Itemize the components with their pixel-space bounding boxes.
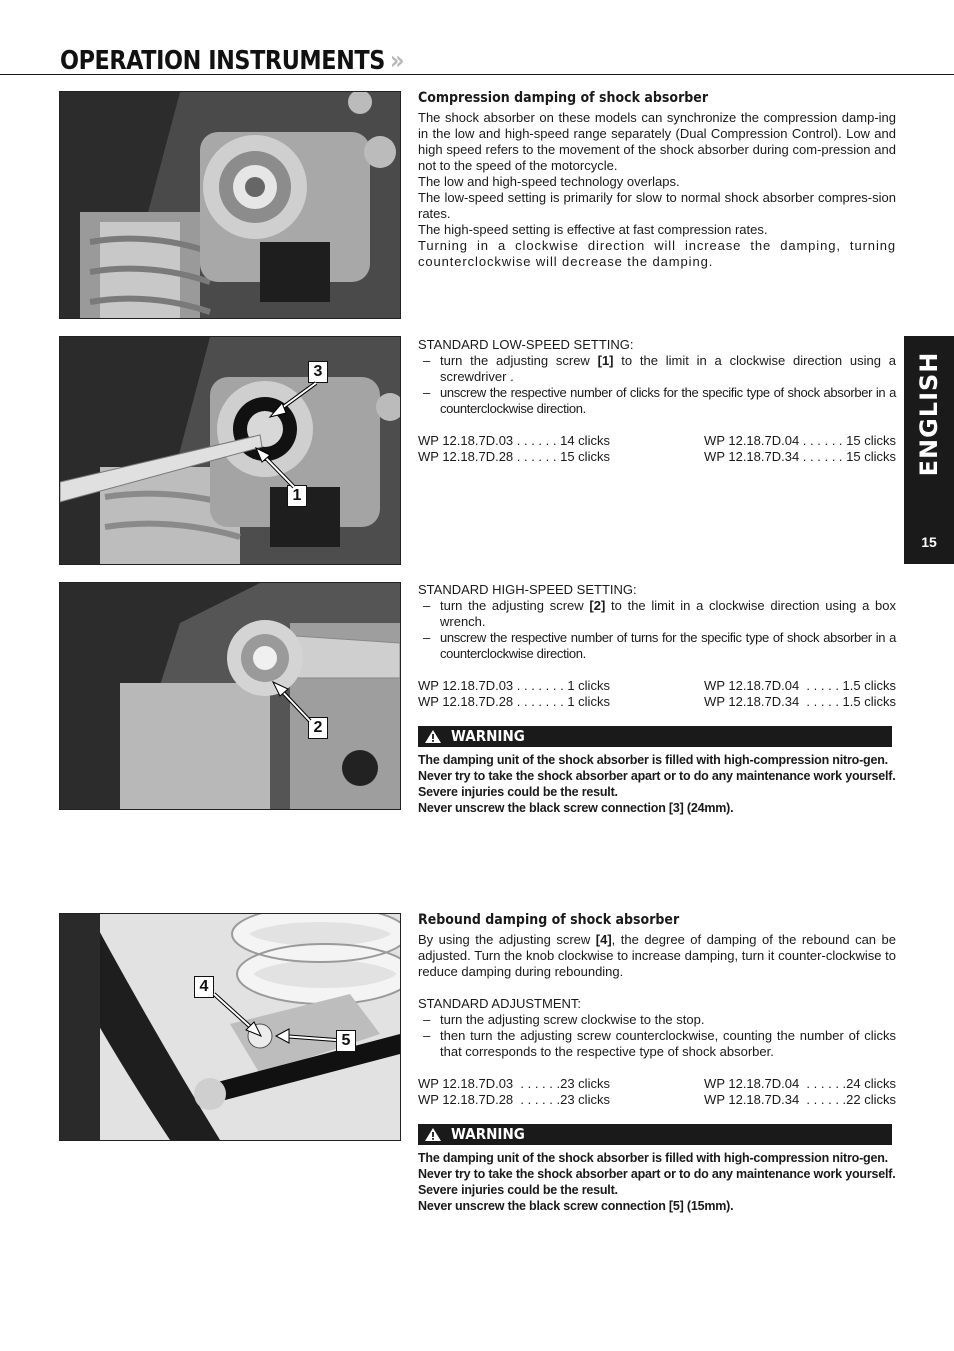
section-rebound-damping [418, 912, 896, 1214]
photo-compression-adjuster [59, 91, 401, 319]
spec-row: WP 12.18.7D.03 . . . . . .23 clicks WP 12.18.7D.04 . . . . . .24 clicks [418, 1076, 896, 1091]
spec-row: WP 12.18.7D.03 . . . . . . 14 clicks WP 12.18.7D.04 . . . . . . 15 clicks [418, 433, 896, 448]
page-header [0, 40, 954, 76]
paragraph: The high-speed setting is effective at fast compression rates. [418, 222, 768, 237]
warning-text: The damping unit of the shock absorber is filled with high-compression nitro-gen. Never try to take the shock absorber apart or to do any maintenance work yourself. Severe injuries could be the result. [418, 1151, 896, 1197]
warning-triangle-icon [424, 729, 442, 744]
warning-triangle-icon [424, 1127, 442, 1142]
photo-low-speed-adjuster [59, 336, 401, 565]
spec-row: WP 12.18.7D.28 . . . . . . . 1 clicks WP 12.18.7D.34 . . . . . 1.5 clicks [418, 694, 896, 709]
paragraph: By using the adjusting screw [4], the degree of damping of the rebound can be adjusted. Turn the knob clockwise to increase damping, turn it counter-clockwise to reduce damping during rebounding. [418, 932, 896, 979]
list-item: – turn the adjusting screw [1] to the limit in a clockwise direction using a screwdriver . [418, 353, 896, 385]
header-rule [0, 74, 954, 75]
setting-title: STANDARD HIGH-SPEED SETTING: [418, 582, 637, 597]
callout-arrows [60, 914, 400, 1140]
warning-label: WARNING [451, 727, 525, 745]
warning-text: The damping unit of the shock absorber is filled with high-compression nitro-gen. Never try to take the shock absorber apart or to do any maintenance work yourself. Severe injuries could be the result. [418, 753, 896, 799]
section-compression-damping [418, 90, 896, 270]
spec-row: WP 12.18.7D.28 . . . . . . 15 clicks WP 12.18.7D.34 . . . . . . 15 clicks [418, 449, 896, 464]
warning-banner [418, 726, 892, 747]
paragraph: The shock absorber on these models can synchronize the compression damp-ing in the low and high-speed range separately (Dual Compression Control). Low and high speed refers to the movement of the shock absorber during com-pression and not to the speed of the motorcycle. [418, 110, 896, 173]
paragraph: The low and high-speed technology overlaps. [418, 174, 680, 189]
photo-rebound-adjuster [59, 913, 401, 1141]
callout-2: 2 [308, 717, 328, 739]
spec-row: WP 12.18.7D.03 . . . . . . . 1 clicks WP 12.18.7D.04 . . . . . 1.5 clicks [418, 678, 896, 693]
instruction-list [418, 353, 896, 417]
instruction-list [418, 1012, 896, 1060]
page-title: OPERATION INSTRUMENTS » [60, 46, 405, 76]
language-label: ENGLISH [915, 351, 943, 477]
list-item: – turn the adjusting screw clockwise to the stop. [418, 1012, 896, 1028]
page-number: 15 [921, 534, 937, 550]
list-item: – unscrew the respective number of turns for the specific type of shock absorber in a counterclockwise direction. [418, 630, 896, 662]
warning-text: Never unscrew the black screw connection [5] (15mm). [418, 1199, 734, 1213]
callout-5: 5 [336, 1030, 356, 1052]
section-high-speed-setting [418, 582, 896, 816]
language-tab [904, 336, 954, 564]
callout-3: 3 [308, 361, 328, 383]
paragraph: Turning in a clockwise direction will increase the damping, turning counterclockwise will decrease the damping. [418, 238, 896, 269]
callout-1: 1 [287, 485, 307, 507]
callout-arrows [60, 337, 400, 564]
section-heading: Rebound damping of shock absorber [418, 912, 680, 928]
paragraph: The low-speed setting is primarily for slow to normal shock absorber compres-sion rates. [418, 190, 896, 221]
warning-label: WARNING [451, 1125, 525, 1143]
list-item: – then turn the adjusting screw counterclockwise, counting the number of clicks that corresponds to the respective type of shock absorber. [418, 1028, 896, 1060]
setting-title: STANDARD ADJUSTMENT: [418, 996, 581, 1011]
photo-high-speed-adjuster [59, 582, 401, 810]
title-chevrons: » [390, 46, 405, 76]
warning-text: Never unscrew the black screw connection [3] (24mm). [418, 801, 734, 815]
callout-arrows [60, 583, 400, 809]
warning-banner [418, 1124, 892, 1145]
section-heading: Compression damping of shock absorber [418, 90, 709, 106]
section-low-speed-setting [418, 337, 896, 465]
list-item: – turn the adjusting screw [2] to the limit in a clockwise direction using a box wrench. [418, 598, 896, 630]
callout-4: 4 [194, 976, 214, 998]
setting-title: STANDARD LOW-SPEED SETTING: [418, 337, 634, 352]
list-item: – unscrew the respective number of clicks for the specific type of shock absorber in a counterclockwise direction. [418, 385, 896, 417]
spec-row: WP 12.18.7D.28 . . . . . .23 clicks WP 12.18.7D.34 . . . . . .22 clicks [418, 1092, 896, 1107]
instruction-list [418, 598, 896, 662]
